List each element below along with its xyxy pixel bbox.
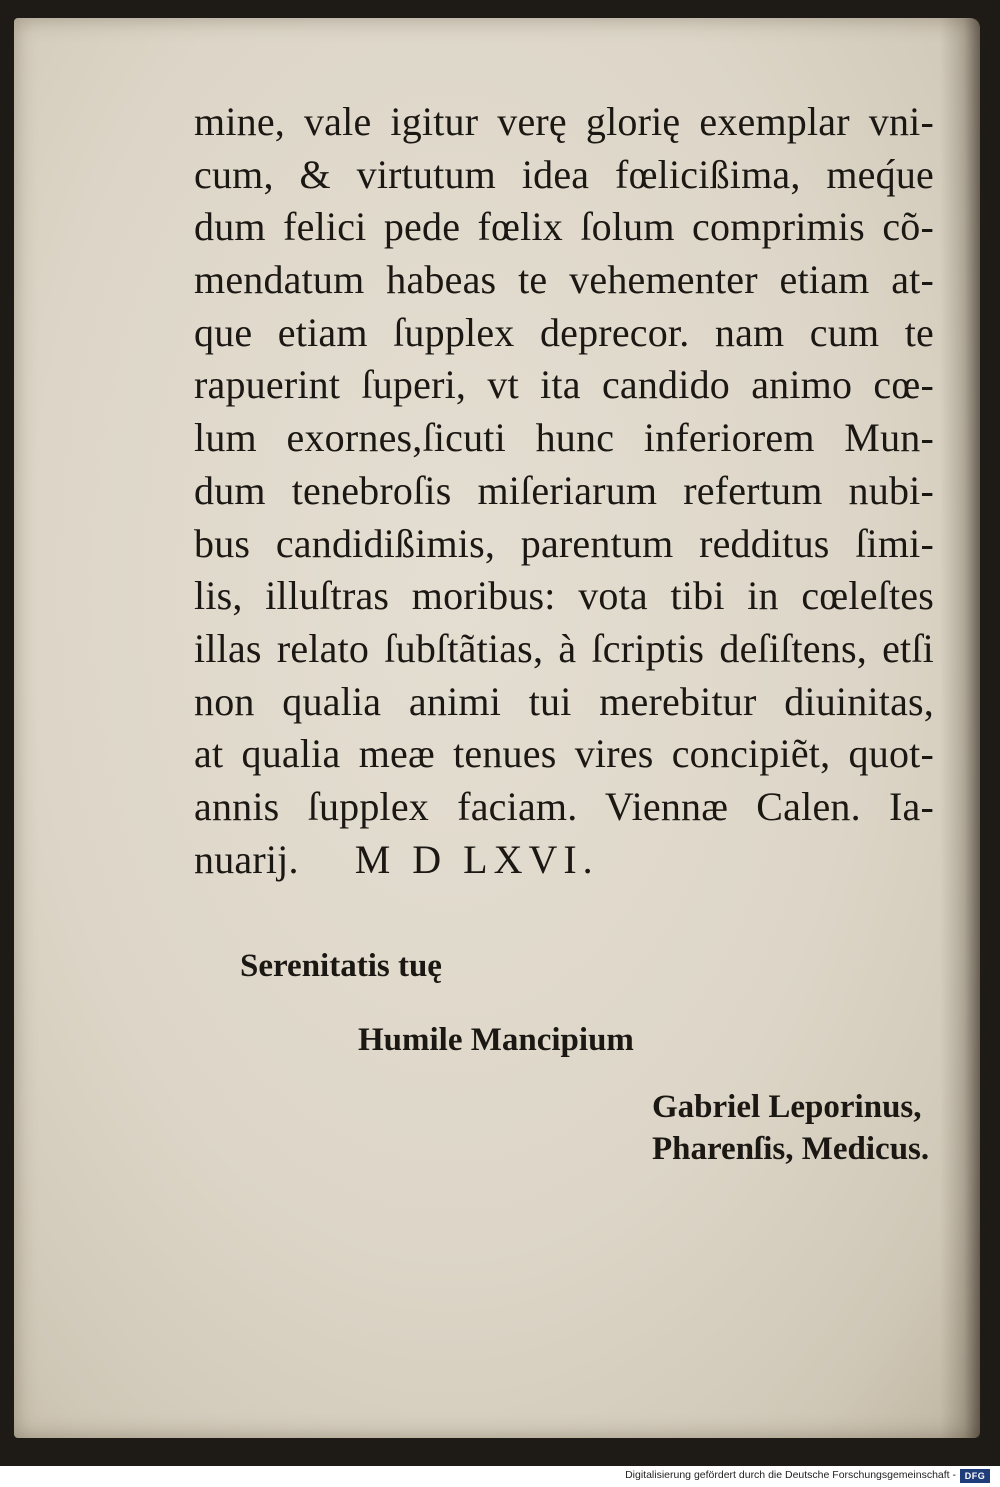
text-line: annis ſupplex faciam. Viennæ Calen. Ia- bbox=[194, 783, 934, 829]
text-line: at qualia meæ tenues vires concipiẽt, quot- bbox=[194, 731, 934, 777]
letter-body bbox=[194, 96, 934, 886]
salutation: Serenitatis tuę bbox=[240, 948, 442, 984]
text-line: dum tenebroſis miſeriarum refertum nubi- bbox=[194, 467, 934, 513]
text-line: mendatum habeas te vehementer etiam at- bbox=[194, 257, 934, 303]
signature-name: Gabriel Leporinus, bbox=[652, 1089, 922, 1125]
text-line: non qualia animi tui merebitur diuinitas, bbox=[194, 678, 934, 724]
date-month: nuarij. bbox=[194, 836, 299, 882]
signature-block bbox=[652, 1086, 929, 1170]
text-line: illas relato ſubſtãtias, à ſcriptis deſiſtens, etſi bbox=[194, 625, 934, 671]
digitization-credit: Digitalisierung gefördert durch die Deutsche Forschungsgemeinschaft - bbox=[625, 1469, 956, 1481]
text-line: que etiam ſupplex deprecor. nam cum te bbox=[194, 309, 934, 355]
text-line: lis, illuſtras moribus: vota tibi in cœleſtes bbox=[194, 573, 934, 619]
date-line bbox=[194, 834, 934, 887]
text-line: lum exornes,ſicuti hunc inferiorem Mun- bbox=[194, 415, 934, 461]
page-gutter-shadow bbox=[940, 18, 980, 1438]
humble-servant: Humile Mancipium bbox=[358, 1022, 634, 1058]
text-line: mine, vale igitur verę glorię exemplar vni- bbox=[194, 99, 934, 144]
dfg-logo[interactable]: DFG bbox=[960, 1469, 990, 1483]
signature-title: Pharenſis, Medicus. bbox=[652, 1131, 930, 1167]
text-line: bus candidißimis, parentum redditus ſimi- bbox=[194, 520, 934, 566]
date-year: M D LXVI. bbox=[354, 836, 599, 882]
text-line: cum, & virtutum idea fœlicißima, meq́ue bbox=[194, 151, 934, 197]
text-line: dum felici pede fœlix ſolum comprimis cõ- bbox=[194, 204, 934, 250]
text-line: rapuerint ſuperi, vt ita candido animo cœ- bbox=[194, 362, 934, 408]
footer-bar bbox=[0, 1466, 1000, 1487]
